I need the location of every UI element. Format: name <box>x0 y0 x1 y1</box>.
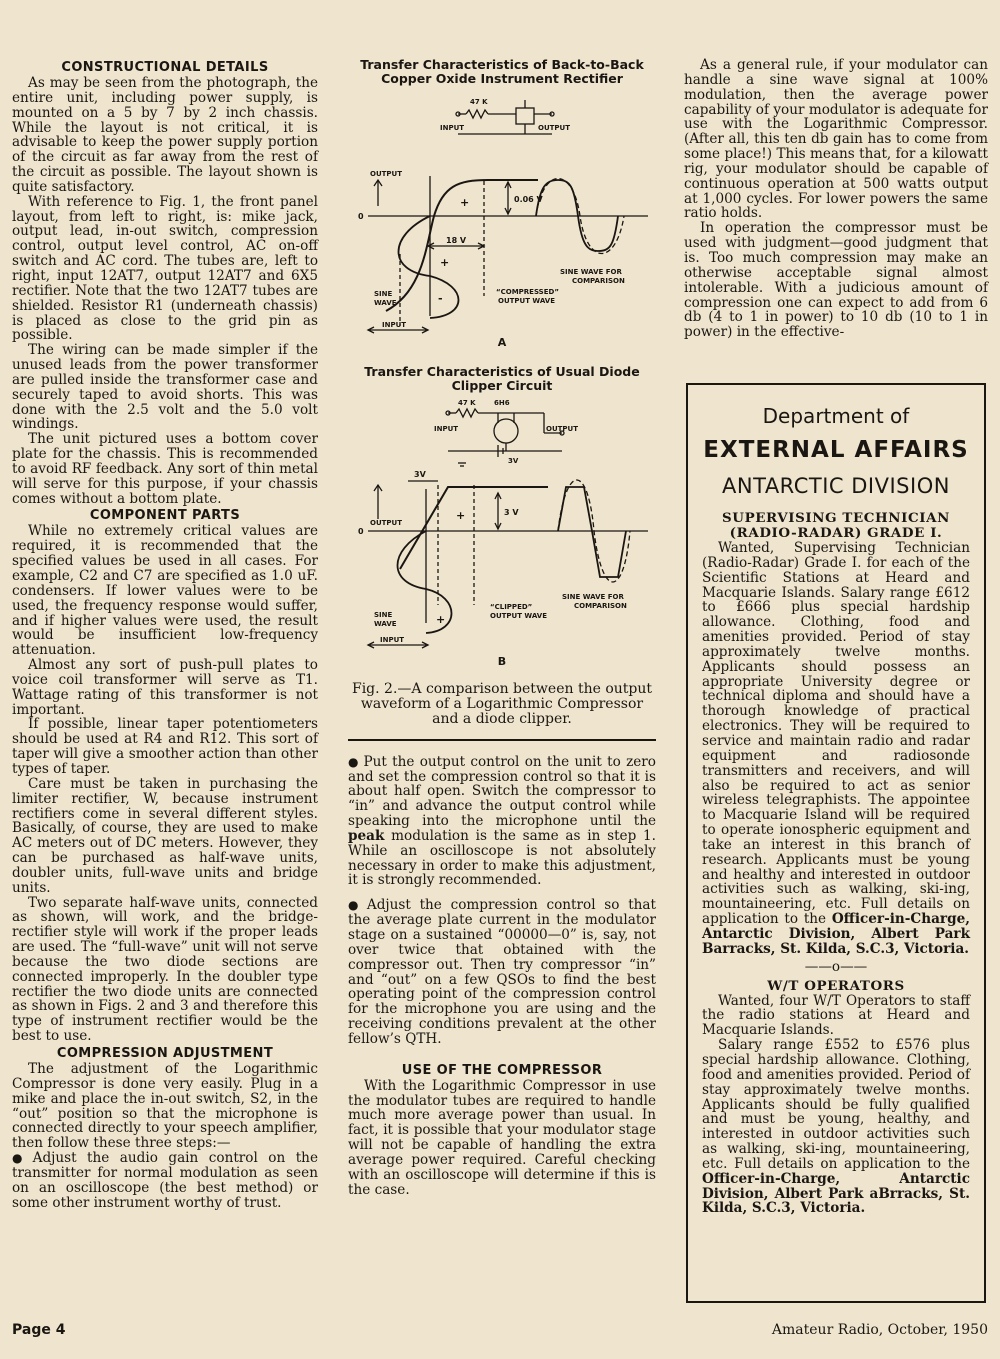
figure-b-output-axis-label: OUTPUT <box>370 518 402 527</box>
heading-compression-adjustment: COMPRESSION ADJUSTMENT <box>56 1046 274 1061</box>
figure-b-3v-label: 3 V <box>504 507 519 517</box>
figure-b-zero-label: 0 <box>358 526 364 536</box>
bullet-text-2: modulation is the same as in step 1. While an oscilloscope is not absolutely necessary in order to make this adjustment, it is strongly recommended. <box>348 827 656 889</box>
bullet-step-1 <box>12 1151 318 1210</box>
figure-a-input-label: INPUT <box>440 124 465 132</box>
figure-b-input-arrow-label: INPUT <box>380 635 405 644</box>
ad-paragraph <box>702 1038 970 1216</box>
figure-a-minus-label: - <box>438 292 443 305</box>
ad-heading-supervising-technician: SUPERVISING TECHNICIAN (RADIO-RADAR) GRADE I. <box>722 510 950 541</box>
figure-b-input-label: INPUT <box>434 424 459 433</box>
paragraph: As may be seen from the photograph, the entire unit, including power supply, is mounted on a 5 by 7 by 2 inch chassis. While the layout is not critical, it is advisable to keep the power supply portion of the circuit as far away from the rest of the circuit as possible. The layout shown is quite satisfactory. <box>12 75 318 195</box>
figure-b-plus-label: + <box>456 508 466 522</box>
figure-a-sine-label: SINE <box>374 290 393 298</box>
column-right <box>684 58 988 340</box>
bullet-bold-text: peak <box>348 827 385 844</box>
paragraph: The wiring can be made simpler if the unused leads from the power transformer are pulled inside the transformer case and securely taped to avoid shorts. This was done with the 2.5 volt and the 5.0 volt windings. <box>12 342 318 433</box>
figure-b-clipped-wave <box>558 487 626 577</box>
figure-a-input-arrow-label: INPUT <box>382 321 407 329</box>
figure-a-compressed-label: “COMPRESSED” <box>496 288 559 296</box>
paragraph: As a general rule, if your modulator can handle a sine wave signal at 100% modulation, then the average power capability of your modulator is adequate for use with the Logarithmic Compressor. (After all, this ten db gain has to come from some place!) This means that, for a kilowatt rig, your modulator should be capable of continuous operation at 500 watts output at 1,000 cycles. For lower powers the same ratio holds. <box>684 57 988 222</box>
ad-paragraph <box>702 541 970 957</box>
figure-b-title: Transfer Characteristics of Usual Diode Clipper Circuit <box>364 363 640 393</box>
figure-a-letter: A <box>497 336 507 349</box>
paragraph: Almost any sort of push-pull plates to voice coil transformer will serve as T1. Wattage rating of this transformer is not important. <box>12 657 318 718</box>
heading-use-of-compressor: USE OF THE COMPRESSOR <box>401 1062 603 1078</box>
paragraph: With reference to Fig. 1, the front panel layout, from left to right, is: mike jack, output lead, in-out switch, compression control, output level control, AC on-off switch and AC cord. The tubes are, left to right, input 12AT7, output 12AT7 and 6X5 rectifier. Note that the two 12AT7 tubes are shielded. Resistor R1 (underneath chassis) is placed as close to the grid pin as possible. <box>12 193 318 344</box>
bullet-text: Put the output control on the unit to zero and set the compression control so that it is about half open. Switch the compressor to “in” and advance the output control while speaking into the microphone until the <box>348 753 656 830</box>
column-left <box>12 58 318 1210</box>
figure-b-sine-label: SINE <box>374 610 393 619</box>
figure-a-output-axis-label: OUTPUT <box>370 170 402 178</box>
paragraph: While no extremely critical values are required, it is recommended that the specified values be used in all cases. For example, C2 and C7 are specified as 1.0 uF. condensers. If lower values were to be used, the frequency response would suffer, and if higher values were used, the result would be insufficient low-frequency attenuation. <box>12 523 318 659</box>
figure-b-tube-label: 6H6 <box>494 398 510 407</box>
figure-a-output-label: OUTPUT <box>538 124 570 132</box>
figure-b-diagram <box>348 393 656 655</box>
bullet-dot-icon: ● <box>348 754 360 769</box>
paragraph: Two separate half-wave units, connected as shown, will work, and the bridge-rectifier style will work if the proper leads are used. The “full-wave” unit will not serve because the two diode sections are connected improperly. In the doubler type rectifier the two diode units are connected as shown in Figs. 2 and 3 and therefore this type of instrument rectifier would be the best to use. <box>12 894 318 1045</box>
ad-text: Salary range £552 to £576 plus special hardship allowance. Clothing, food and amenities provided. Period of stay approximately twelve months. Applicants should be fully qualified and must be young, healthy, and interested in outdoor activities such as walking, ski-ing, mountaineering, etc. Full details on application to the <box>702 1037 970 1172</box>
bullet-text: Adjust the audio gain control on the transmitter for normal modulation as seen on an oscilloscope (the best method) or some other instrument worthy of trust. <box>12 1150 318 1211</box>
ad-separator: ——o—— <box>804 958 868 975</box>
figure-b-comparison-label-2: COMPARISON <box>574 601 627 610</box>
ad-text: Wanted, Supervising Technician (Radio-Radar) Grade I. for each of the Scientific Stations at Heard and Macquarie Islands. Salary range £612 to £666 plus special hardship allowance. Clothing, food and amenities provided. Period of stay approximately twelve months. Applicants should possess an appropriate University degree or technical diploma and should have a thorough knowledge of practical electronics. They will be required to service and maintain radio and radar equipment and radiosonde transmitters and receivers, and will also be required to act as senior wireless telegraphists. The appointee to Macquarie Island will be required to operate ionospheric equipment and take an interest in this branch of research. Applicants must be young and healthy and interested in outdoor activities such as walking, ski-ing, mountaineering, etc. Full details on application to the <box>702 540 970 928</box>
figure-b-clipped-label-2: OUTPUT WAVE <box>490 611 547 620</box>
ad-address: Officer-in-Charge, Antarctic Division, Albert Park Barracks, St. Kilda, S.C.3, Victoria. <box>702 911 970 957</box>
ad-department: Department of <box>762 404 910 428</box>
paragraph: In operation the compressor must be used with judgment—good judgment that is. Too much compression may make an otherwise acceptable signal almost intolerable. With a judicious amount of compression one can expect to add from 6 db (4 to 1 in power) to 10 db (10 to 1 in power) in the effective- <box>684 220 988 341</box>
figure-a-compressed-label-2: OUTPUT WAVE <box>498 297 555 305</box>
ad-external-affairs: EXTERNAL AFFAIRS <box>703 437 969 463</box>
figure-a-input-sine <box>399 216 459 318</box>
bullet-text: Adjust the compression control so that the average plate current in the modulator stage on a sustained “00000—0” is, say, not over twice that obtained with the compressor out. Then try compressor “in” and “out” on a few QSOs to find the best operating point of the compression control for the microphone you are using and the receiving conditions prevalent at the other fellow’s QTH. <box>348 897 656 1047</box>
heading-constructional-details: CONSTRUCTIONAL DETAILS <box>61 60 269 75</box>
bullet-dot-icon: ● <box>348 898 363 913</box>
paragraph: If possible, linear taper potentiometers should be used at R4 and R12. This sort of taper will give a smoother action than other types of taper. <box>12 716 318 777</box>
advertisement-box <box>686 383 986 1303</box>
figure-b-battery-label: 3V <box>508 456 519 465</box>
figure-b-comparison-label: SINE WAVE FOR <box>562 592 624 601</box>
figure-b-3v-top-label: 3V <box>414 469 426 479</box>
paragraph: With the Logarithmic Compressor in use the modulator tubes are required to handle much more average power than usual. In fact, it is possible that your modulator stage will not be capable of handling the extra average power required. Careful checking with an oscilloscope will determine if this is the case. <box>348 1077 656 1198</box>
figure-a-006v-label: 0.06 V <box>514 195 543 204</box>
ad-address: Officer-in-Charge, Antarctic Division, Albert Park aBrracks, St. Kilda, S.C.3, Victoria. <box>702 1170 970 1217</box>
ad-heading-wt-operators: W/T OPERATORS <box>767 977 905 994</box>
figure-b-plus-label-2: + <box>436 612 446 626</box>
divider <box>348 739 656 741</box>
figure-a-plus-label-2: + <box>440 256 450 269</box>
paragraph: Care must be taken in purchasing the limiter rectifier, W, because instrument rectifiers come in several different styles. Basically, of course, they are used to make AC meters out of DC meters. However, they can be purchased as half-wave units, doubler units, full-wave units and bridge units. <box>12 775 318 896</box>
ad-antarctic-division: ANTARCTIC DIVISION <box>722 474 950 498</box>
figure-b-clipped-label: “CLIPPED” <box>490 602 533 611</box>
figure-b-wave-label: WAVE <box>374 619 397 628</box>
figure-a-comparison-label-2: COMPARISON <box>572 277 625 285</box>
heading-component-parts: COMPONENT PARTS <box>89 508 241 524</box>
figure-a-comparison-label: SINE WAVE FOR <box>560 268 622 276</box>
page-number: Page 4 <box>12 1322 66 1338</box>
figure-a-zero-label: 0 <box>358 212 364 221</box>
figure-a-diagram <box>348 86 656 336</box>
figure-caption: Fig. 2.—A comparison between the output waveform of a Logarithmic Compressor and a diode clipper. <box>351 680 653 727</box>
paragraph: The unit pictured uses a bottom cover plate for the chassis. This is recommended to avoid RF feedback. Any sort of thin metal will serve for this purpose, if your chassis comes without a bottom plate. <box>12 431 318 507</box>
figure-a-18v-label: 18 V <box>446 236 467 245</box>
column-middle <box>348 58 656 1197</box>
figure-a-wave-label: WAVE <box>374 299 397 307</box>
figure-b-letter: B <box>497 654 507 668</box>
figure-a-title: Transfer Characteristics of Back-to-Back Copper Oxide Instrument Rectifier <box>360 57 644 86</box>
figure-b-resistor-label: 47 K <box>458 398 476 407</box>
paragraph: The adjustment of the Logarithmic Compressor is done very easily. Plug in a mike and place the in-out switch, S2, in the “out” position so that the microphone is connected directly to your speech amplifier, then follow these three steps:— <box>12 1061 318 1152</box>
bullet-step-3 <box>348 898 656 1046</box>
figure-b-circuit <box>446 409 564 466</box>
ad-paragraph: Wanted, four W/T Operators to staff the radio stations at Heard and Macquarie Islands. <box>702 992 970 1039</box>
bullet-step-2 <box>348 755 656 889</box>
figure-a-plus-label: + <box>460 196 470 209</box>
bullet-dot-icon: ● <box>12 1151 29 1166</box>
figure-a-resistor-label: 47 K <box>470 98 488 106</box>
figure-b-output-label: OUTPUT <box>546 424 578 433</box>
publication-info: Amateur Radio, October, 1950 <box>771 1322 988 1338</box>
